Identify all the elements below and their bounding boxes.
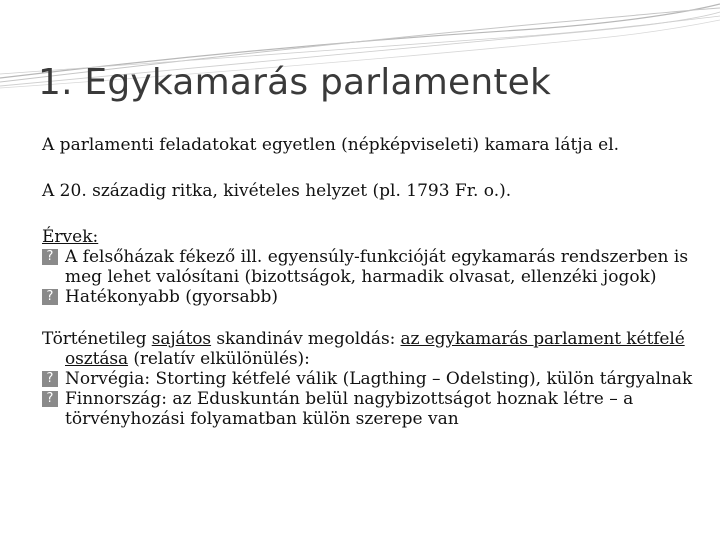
argument-text: A felsőházak fékező ill. egyensúly-funkcióját egykamarás rendszerben is meg lehet valósítani (bizottságok, harmadik olvasat, ellenzéki jogok) (65, 247, 689, 287)
slide-body (42, 135, 702, 429)
arguments-heading: Érvek: (42, 227, 99, 247)
argument-text: Hatékonyabb (gyorsabb) (65, 287, 278, 307)
slide-title: 1. Egykamarás parlamentek (38, 62, 552, 103)
paragraph-history-note: A 20. századig ritka, kivételes helyzet (pl. 1793 Fr. o.). (42, 181, 512, 201)
bullet-box-icon: ? (42, 249, 58, 265)
bullet-box-icon: ? (42, 371, 58, 387)
history-bullet (42, 389, 702, 429)
history-text: Norvégia: Storting kétfelé válik (Lagthing – Odelsting), külön tárgyalnak (65, 369, 693, 389)
bullet-box-icon: ? (42, 391, 58, 407)
history-text: Finnország: az Eduskuntán belül nagybizottságot hoznak létre – a törvényhozási folyamatban külön szerepe van (65, 389, 634, 429)
bullet-box-icon: ? (42, 289, 58, 305)
argument-bullet (42, 287, 702, 307)
paragraph-definition: A parlamenti feladatokat egyetlen (népképviseleti) kamara látja el. (42, 135, 620, 155)
argument-bullet (42, 247, 702, 287)
underlined-term: az egykamarás parlament kétfelé osztása (65, 329, 685, 369)
history-bullet (42, 369, 702, 389)
underlined-term: sajátos (151, 329, 212, 349)
history-intro: Történetileg sajátos skandináv megoldás: az egykamarás parlament kétfelé osztása (relatív elkülönülés): (42, 329, 685, 369)
